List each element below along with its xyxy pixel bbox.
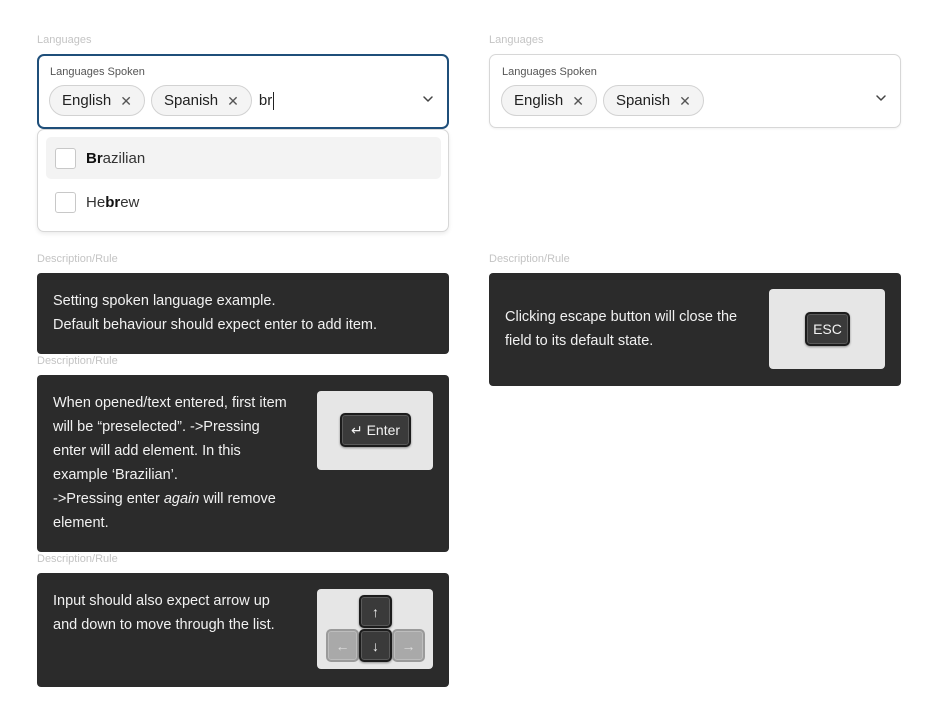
typed-value: br <box>258 92 273 109</box>
rule-text: Setting spoken language example. Default behaviour should expect enter to add item. <box>53 293 378 333</box>
rule-text: When opened/text entered, first item will be “preselected”. ->Pressing enter will add element. In this example ‘Brazilian’. ->Pressing enter again will remove element. <box>53 395 287 531</box>
chevron-down-icon[interactable] <box>421 92 435 106</box>
arrow-down-key-icon: ↓ <box>359 629 392 662</box>
chevron-down-icon[interactable] <box>874 91 888 105</box>
chip-english <box>501 85 597 116</box>
field-label: Languages Spoken <box>50 66 145 78</box>
key-illustration <box>317 589 433 669</box>
enter-key-icon: ↵ Enter <box>340 413 411 447</box>
selected-chips <box>501 85 704 116</box>
close-icon[interactable]: ✕ <box>227 92 239 109</box>
rule-label: Description/Rule <box>37 355 118 367</box>
rule-text: Clicking escape button will close the field to its default state. <box>505 309 738 349</box>
chip-label: English <box>62 92 112 109</box>
key-illustration <box>317 391 433 470</box>
rule-card-enter <box>37 375 449 552</box>
languages-multiselect-active[interactable] <box>37 54 449 129</box>
option-brazilian[interactable] <box>46 137 441 179</box>
arrow-left-key-icon: ← <box>326 629 359 662</box>
rule-label: Description/Rule <box>37 553 118 565</box>
rule-card-arrows <box>37 573 449 687</box>
key-illustration <box>769 289 885 369</box>
languages-multiselect-default[interactable] <box>489 54 901 128</box>
esc-key-icon: ESC <box>805 312 850 346</box>
rule-text: Input should also expect arrow up and down to move through the list. <box>53 593 275 633</box>
chip-label: Spanish <box>163 92 219 109</box>
close-icon[interactable]: ✕ <box>679 92 691 109</box>
chip-spanish <box>603 85 704 116</box>
chip-label: Spanish <box>615 92 671 109</box>
checkbox-icon[interactable] <box>55 192 76 213</box>
rule-card-default-behaviour <box>37 273 449 354</box>
text-caret <box>273 92 274 110</box>
close-icon[interactable]: ✕ <box>120 92 132 109</box>
close-icon[interactable]: ✕ <box>572 92 584 109</box>
option-label: Brazilian <box>86 149 146 167</box>
rule-label: Description/Rule <box>37 253 118 265</box>
selected-chips <box>49 85 274 116</box>
checkbox-icon[interactable] <box>55 148 76 169</box>
section-label-languages: Languages <box>489 34 544 46</box>
rule-card-escape <box>489 273 901 386</box>
option-label: Hebrew <box>86 193 140 211</box>
chip-label: English <box>514 92 564 109</box>
field-label: Languages Spoken <box>502 66 597 78</box>
arrow-up-key-icon: ↑ <box>359 595 392 628</box>
search-input[interactable] <box>259 92 274 110</box>
section-label-languages: Languages <box>37 34 92 46</box>
options-dropdown <box>37 129 449 232</box>
option-hebrew[interactable] <box>46 181 441 223</box>
rule-label: Description/Rule <box>489 253 570 265</box>
arrow-right-key-icon: → <box>392 629 425 662</box>
chip-spanish <box>151 85 252 116</box>
chip-english <box>49 85 145 116</box>
